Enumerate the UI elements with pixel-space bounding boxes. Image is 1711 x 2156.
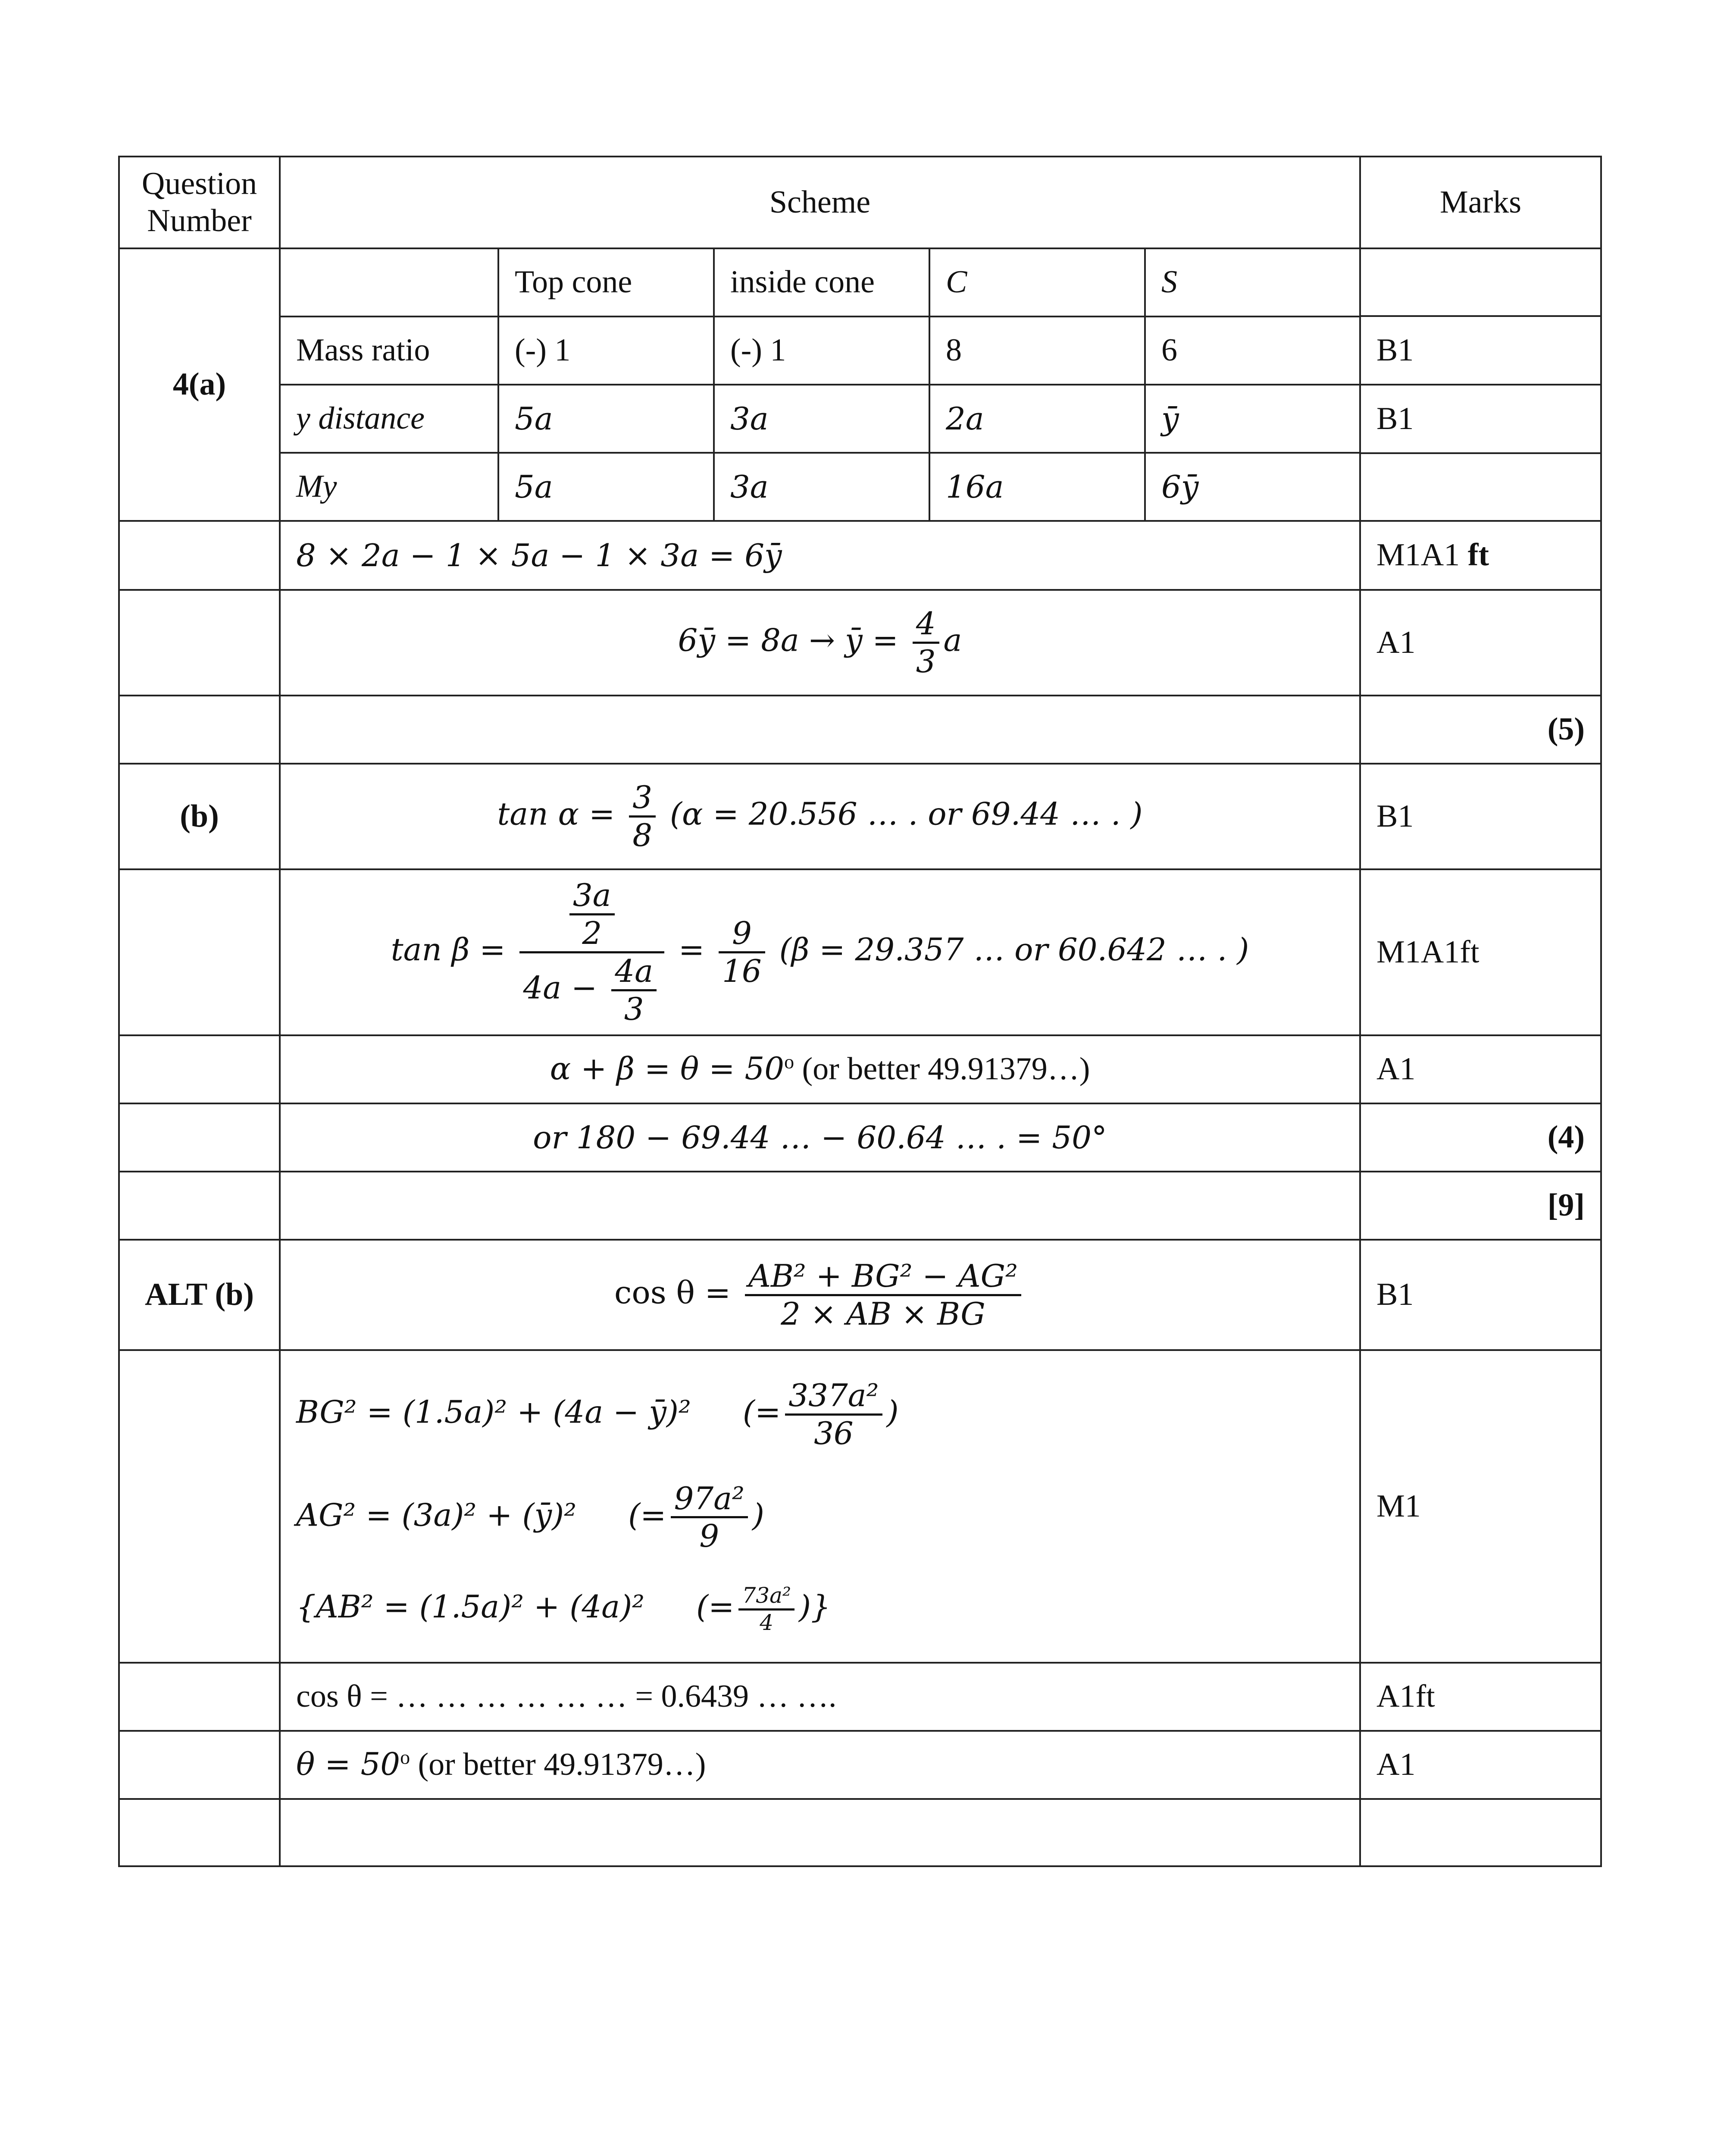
ybar-result-tail: a — [943, 622, 962, 658]
bg-line — [296, 1363, 1344, 1466]
mark-y-distance: B1 — [1360, 385, 1601, 453]
ybar-frac-num: 4 — [913, 606, 939, 644]
empty-label — [119, 1663, 280, 1731]
side-lengths-mark: M1 — [1360, 1350, 1601, 1663]
moment-mark-main: M1A1 — [1376, 537, 1460, 573]
total-4b: (4) — [1360, 1103, 1601, 1172]
ybar-frac-den: 3 — [916, 643, 936, 680]
cosine-rule-lhs: cos θ = — [614, 1274, 741, 1310]
tan-alpha-note: (α = 20.556 … . or 69.44 … . ) — [669, 796, 1143, 832]
theta-mark: A1 — [1360, 1731, 1601, 1799]
tan-beta-num-frac — [569, 877, 615, 951]
cell-my-inside: 3a — [714, 453, 929, 520]
cell-my-top: 5a — [498, 453, 714, 520]
sum-angle-math: α + β = θ = 50 — [550, 1050, 785, 1087]
ag-line — [296, 1466, 1344, 1569]
empty-label — [119, 1731, 280, 1799]
theta-degree: o — [400, 1746, 410, 1768]
tan-beta-equals: = — [669, 931, 715, 968]
row-label-mass-ratio: Mass ratio — [281, 317, 498, 385]
tan-beta-den-lead: 4a − — [523, 969, 607, 1006]
header-marks: Marks — [1360, 157, 1601, 248]
empty-label — [119, 1035, 280, 1103]
mark-my — [1360, 453, 1601, 521]
cell-my-s: 6ȳ — [1145, 453, 1361, 520]
sum-angle-text: (or better 49.91379…) — [794, 1051, 1090, 1087]
mark-scheme-table — [118, 156, 1600, 1864]
theta-result-line — [280, 1731, 1360, 1799]
bg-open: (= — [742, 1394, 781, 1430]
cell-mass-inside: (-) 1 — [714, 317, 929, 385]
ag-fraction — [671, 1481, 748, 1554]
tan-beta-num-num: 3a — [569, 877, 615, 915]
cosine-rule-line — [280, 1240, 1360, 1350]
mark-empty-header-row — [1360, 248, 1601, 316]
empty-label — [119, 869, 280, 1035]
tan-beta-den-frac — [611, 953, 657, 1027]
bg-fraction — [785, 1378, 882, 1451]
row-label-my: My — [281, 453, 498, 520]
tan-beta-result-fraction — [719, 915, 765, 989]
ybar-result-lhs: 6ȳ = 8a → ȳ = — [678, 622, 908, 658]
tan-beta-denominator — [519, 953, 664, 1027]
cos-value-line: cos θ = … … … … … … = 0.6439 … …. — [280, 1663, 1360, 1731]
ab-close: )} — [798, 1589, 831, 1625]
theta-text: (or better 49.91379…) — [410, 1747, 706, 1783]
grid-corner — [281, 249, 498, 317]
alt-angle-line: or 180 − 69.44 … − 60.64 … . = 50° — [280, 1103, 1360, 1172]
header-question-number: Question Number — [119, 157, 280, 248]
cell-mass-top: (-) 1 — [498, 317, 714, 385]
cell-mass-c: 8 — [929, 317, 1145, 385]
tan-beta-line — [280, 869, 1360, 1035]
col-header-s: S — [1145, 249, 1361, 317]
total-4a: (5) — [1360, 696, 1601, 764]
ab-fraction — [738, 1583, 794, 1635]
bg-den: 36 — [814, 1415, 854, 1451]
ag-open: (= — [628, 1496, 666, 1533]
cell-y-c: 2a — [929, 385, 1145, 453]
tan-beta-mark: M1A1ft — [1360, 869, 1601, 1035]
tan-beta-den-num: 4a — [611, 953, 657, 991]
empty-label — [119, 1799, 280, 1866]
question-label-4b: (b) — [119, 764, 280, 869]
tan-alpha-fraction — [629, 780, 656, 853]
ag-close: ) — [752, 1496, 764, 1533]
col-header-c: C — [929, 249, 1145, 317]
empty-mark — [1360, 1799, 1601, 1866]
ag-equation: AG² = (3a)² + (ȳ)² — [296, 1496, 577, 1533]
empty-label — [119, 1172, 280, 1240]
ag-num: 97a² — [671, 1481, 748, 1519]
grand-total: [9] — [1360, 1172, 1601, 1240]
ab-equation: {AB² = (1.5a)² + (4a)² — [296, 1589, 645, 1625]
tan-beta-den-den: 3 — [624, 990, 644, 1027]
tan-beta-numerator — [519, 877, 664, 953]
empty-label — [119, 1103, 280, 1172]
tan-alpha-den: 8 — [632, 817, 653, 853]
sum-angle-mark: A1 — [1360, 1035, 1601, 1103]
row-label-y-distance: y distance — [281, 385, 498, 453]
tan-beta-res-den: 16 — [722, 953, 762, 989]
cosine-rule-mark: B1 — [1360, 1240, 1601, 1350]
question-label-4a: 4(a) — [119, 248, 280, 521]
cell-y-inside: 3a — [714, 385, 929, 453]
col-header-inside-cone: inside cone — [714, 249, 929, 317]
tan-alpha-lhs: tan α = — [497, 796, 625, 832]
sum-angle-degree: o — [784, 1050, 795, 1073]
tan-alpha-mark: B1 — [1360, 764, 1601, 869]
sum-angle-line — [280, 1035, 1360, 1103]
ab-line — [296, 1569, 1344, 1650]
cosine-rule-fraction — [745, 1258, 1021, 1332]
empty-scheme — [280, 1799, 1360, 1866]
tan-beta-lhs: tan β = — [391, 931, 516, 968]
tan-beta-res-num: 9 — [719, 915, 765, 953]
tan-alpha-num: 3 — [629, 780, 656, 818]
cosine-rule-num: AB² + BG² − AG² — [745, 1258, 1021, 1296]
mass-ratio-grid — [280, 248, 1360, 521]
moment-equation: 8 × 2a − 1 × 5a − 1 × 3a = 6ȳ — [280, 521, 1360, 590]
tan-alpha-line — [280, 764, 1360, 869]
bg-close: ) — [886, 1394, 899, 1430]
ab-den: 4 — [760, 1610, 774, 1635]
bg-equation: BG² = (1.5a)² + (4a − ȳ)² — [296, 1394, 691, 1430]
tan-beta-num-den: 2 — [582, 915, 602, 952]
header-scheme: Scheme — [280, 157, 1360, 248]
ybar-mark: A1 — [1360, 590, 1601, 696]
empty-label — [119, 590, 280, 696]
tan-beta-note: (β = 29.357 … or 60.642 … . ) — [779, 931, 1249, 968]
cell-y-top: 5a — [498, 385, 714, 453]
empty-scheme — [280, 1172, 1360, 1240]
ybar-fraction — [913, 606, 939, 680]
empty-label — [119, 1350, 280, 1663]
empty-label — [119, 696, 280, 764]
cos-value-mark: A1ft — [1360, 1663, 1601, 1731]
cell-mass-s: 6 — [1145, 317, 1361, 385]
ag-den: 9 — [699, 1518, 719, 1554]
cell-my-c: 16a — [929, 453, 1145, 520]
side-lengths-block — [280, 1350, 1360, 1663]
mark-mass-ratio: B1 — [1360, 316, 1601, 385]
bg-num: 337a² — [785, 1378, 882, 1416]
question-label-alt-b: ALT (b) — [119, 1240, 280, 1350]
ab-num: 73a² — [738, 1583, 794, 1611]
theta-math: θ = 50 — [296, 1746, 400, 1783]
empty-scheme — [280, 696, 1360, 764]
moment-mark-ft: ft — [1467, 537, 1489, 573]
ybar-result — [280, 590, 1360, 696]
cosine-rule-den: 2 × AB × BG — [781, 1295, 985, 1332]
moment-mark — [1360, 521, 1601, 590]
col-header-top-cone: Top cone — [498, 249, 714, 317]
cell-y-s: ȳ — [1145, 385, 1361, 453]
tan-beta-compound-fraction — [519, 877, 664, 1027]
empty-label — [119, 521, 280, 590]
ab-open: (= — [696, 1589, 735, 1625]
